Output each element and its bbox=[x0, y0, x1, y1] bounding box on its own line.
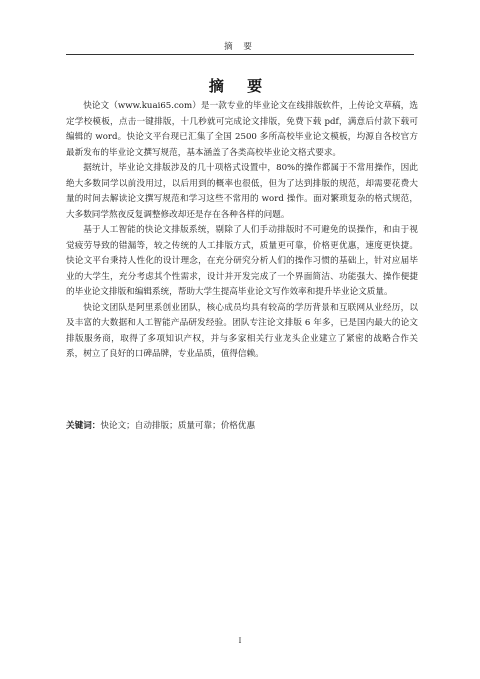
keywords-value: 快论文；自动排版；质量可靠；价格优惠 bbox=[100, 421, 256, 431]
page-title: 摘 要 bbox=[208, 77, 272, 95]
header-rule bbox=[66, 54, 414, 55]
abstract-body bbox=[66, 99, 418, 363]
keywords-label: 关键词： bbox=[66, 421, 101, 431]
abstract-paragraph: 快论文团队是阿里系创业团队，核心成员均具有较高的学历背景和互联网从业经历，以及丰富的大数据和人工智能产品研发经验。团队专注论文排版 6 年多，已是国内最大的论文排版服务商，取得了多项知识产权，并与多家相关行业龙头企业建立了紧密的战略合作关系，树立了良好的口碑品牌，专业品质，值得信赖。 bbox=[66, 302, 418, 359]
abstract-paragraph: 据统计，毕业论文排版涉及的几十项格式设置中，80%的操作都属于不常用操作，因此绝大多数同学以前没用过，以后用到的概率也很低，但为了达到排版的规范，却需要花费大量的时间去解读论文撰写规范和学习这些不常用的 word 操作。面对繁琐复杂的格式规范，大多数同学熬夜反复调整修改却还是存在各种各样的问题。 bbox=[66, 163, 418, 220]
running-header: 摘 要 bbox=[224, 42, 256, 52]
keywords-line bbox=[66, 419, 418, 434]
abstract-paragraph: 快论文（www.kuai65.com）是一款专业的毕业论文在线排版软件，上传论文草稿，选定学校模板，点击一键排版，十几秒就可完成论文排版，免费下载 pdf，满意后付款下载可编辑的 word。快论文平台现已汇集了全国 2500 多所高校毕业论文模板，均源自各校官方最新发布的毕业论文撰写规范，基本涵盖了各类高校毕业论文格式要求。 bbox=[66, 101, 418, 158]
abstract-paragraph: 基于人工智能的快论文排版系统，剔除了人们手动排版时不可避免的误操作，和由于视觉疲劳导致的错漏等，较之传统的人工排版方式，质量更可靠，价格更优惠，速度更快捷。快论文平台秉持人性化的设计理念，在充分研究分析人们的操作习惯的基础上，针对应届毕业的大学生，充分考虑其个性需求，设计并开发完成了一个界面简洁、功能强大、操作便捷的毕业论文排版和编辑系统，帮助大学生提高毕业论文写作效率和提升毕业论文质量。 bbox=[66, 225, 418, 297]
page-number: I bbox=[238, 636, 242, 645]
